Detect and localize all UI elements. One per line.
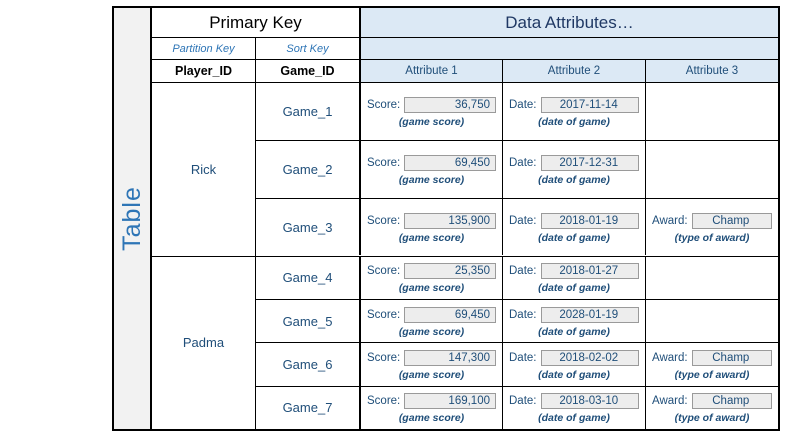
score-value: 36,750 — [404, 97, 496, 113]
attribute-award — [646, 387, 778, 429]
table-row — [256, 387, 778, 429]
table-row — [256, 300, 778, 343]
score-value: 135,900 — [404, 213, 496, 229]
score-label: Score: — [367, 395, 401, 408]
attribute-2-header: Attribute 2 — [503, 60, 646, 83]
attribute-date — [503, 387, 646, 429]
attribute-score — [360, 141, 503, 198]
row-attributes — [360, 83, 778, 140]
score-label: Score: — [367, 156, 401, 169]
date-label: Date: — [509, 98, 537, 111]
attribute-date — [503, 83, 646, 140]
row-attributes — [360, 199, 778, 256]
header-row-key-notes — [152, 38, 778, 60]
award-label: Award: — [652, 351, 688, 364]
award-value: Champ — [692, 393, 772, 409]
score-label: Score: — [367, 351, 401, 364]
date-label: Date: — [509, 351, 537, 364]
score-value: 69,450 — [404, 307, 496, 323]
date-note: (date of game) — [538, 325, 610, 338]
sort-key-note: Sort Key — [256, 38, 360, 60]
attribute-score — [360, 387, 503, 429]
date-note: (date of game) — [538, 231, 610, 244]
row-attributes — [360, 257, 778, 299]
attribute-score — [360, 83, 503, 140]
game-id-cell: Game_3 — [256, 199, 360, 256]
attribute-award-empty — [646, 141, 778, 198]
row-attributes — [360, 141, 778, 198]
award-value: Champ — [692, 350, 772, 366]
table-row — [256, 199, 778, 256]
date-label: Date: — [509, 265, 537, 278]
award-label: Award: — [652, 395, 688, 408]
date-note: (date of game) — [538, 368, 610, 381]
attribute-score — [360, 343, 503, 385]
score-value: 25,350 — [404, 263, 496, 279]
player-games — [256, 257, 778, 430]
partition-key-name: Player_ID — [152, 60, 256, 83]
data-attributes-note-spacer — [360, 38, 778, 60]
score-label: Score: — [367, 308, 401, 321]
attribute-3-header: Attribute 3 — [646, 60, 778, 83]
date-value: 2018-02-02 — [541, 350, 640, 366]
award-note: (type of award) — [674, 412, 750, 425]
primary-key-header: Primary Key — [152, 8, 360, 38]
score-label: Score: — [367, 265, 401, 278]
row-attributes — [360, 343, 778, 385]
row-attributes — [360, 300, 778, 342]
game-id-cell: Game_2 — [256, 141, 360, 198]
data-attributes-header: Data Attributes… — [360, 8, 778, 38]
score-note: (game score) — [398, 412, 465, 425]
game-id-cell: Game_6 — [256, 343, 360, 385]
game-id-cell: Game_1 — [256, 83, 360, 140]
date-note: (date of game) — [538, 115, 610, 128]
score-value: 147,300 — [404, 350, 496, 366]
attribute-date — [503, 257, 646, 299]
award-note: (type of award) — [674, 368, 750, 381]
attribute-score — [360, 300, 503, 342]
game-id-cell: Game_5 — [256, 300, 360, 342]
score-value: 169,100 — [404, 393, 496, 409]
sort-key-name: Game_ID — [256, 60, 360, 83]
attribute-award — [646, 343, 778, 385]
player-id-cell: Rick — [152, 83, 256, 256]
date-value: 2017-11-14 — [541, 97, 640, 113]
table-label: Table — [117, 186, 146, 251]
attribute-award-empty — [646, 300, 778, 342]
attribute-score — [360, 257, 503, 299]
date-label: Date: — [509, 308, 537, 321]
table-row — [256, 83, 778, 141]
attribute-date — [503, 199, 646, 256]
attribute-1-header: Attribute 1 — [360, 60, 503, 83]
attribute-award-empty — [646, 257, 778, 299]
table-row — [256, 257, 778, 300]
header-row-top — [152, 8, 778, 38]
game-id-cell: Game_7 — [256, 387, 360, 429]
date-value: 2017-12-31 — [541, 155, 640, 171]
date-note: (date of game) — [538, 282, 610, 295]
player-games — [256, 83, 778, 256]
score-label: Score: — [367, 214, 401, 227]
score-note: (game score) — [398, 325, 465, 338]
partition-key-note: Partition Key — [152, 38, 256, 60]
game-id-cell: Game_4 — [256, 257, 360, 299]
date-value: 2018-03-10 — [541, 393, 640, 409]
award-note: (type of award) — [674, 231, 750, 244]
table-label-column — [114, 8, 152, 429]
date-label: Date: — [509, 156, 537, 169]
table-row — [256, 141, 778, 199]
player-block — [152, 83, 778, 257]
attribute-date — [503, 343, 646, 385]
award-value: Champ — [692, 213, 772, 229]
table-grid — [152, 8, 778, 429]
score-note: (game score) — [398, 282, 465, 295]
score-note: (game score) — [398, 231, 465, 244]
score-note: (game score) — [398, 368, 465, 381]
header-row-column-names — [152, 60, 778, 83]
player-block — [152, 257, 778, 430]
date-label: Date: — [509, 395, 537, 408]
date-value: 2018-01-19 — [541, 213, 640, 229]
table-row — [256, 343, 778, 386]
date-note: (date of game) — [538, 173, 610, 186]
table-body — [152, 83, 778, 429]
date-value: 2028-01-19 — [541, 307, 640, 323]
attribute-award — [646, 199, 778, 256]
row-attributes — [360, 387, 778, 429]
attribute-date — [503, 141, 646, 198]
attribute-score — [360, 199, 503, 256]
award-label: Award: — [652, 214, 688, 227]
player-id-cell: Padma — [152, 257, 256, 430]
attribute-date — [503, 300, 646, 342]
score-label: Score: — [367, 98, 401, 111]
date-label: Date: — [509, 214, 537, 227]
date-value: 2018-01-27 — [541, 263, 640, 279]
score-note: (game score) — [398, 115, 465, 128]
date-note: (date of game) — [538, 412, 610, 425]
dynamodb-table-diagram — [112, 6, 780, 431]
attribute-award-empty — [646, 83, 778, 140]
score-value: 69,450 — [404, 155, 496, 171]
score-note: (game score) — [398, 173, 465, 186]
